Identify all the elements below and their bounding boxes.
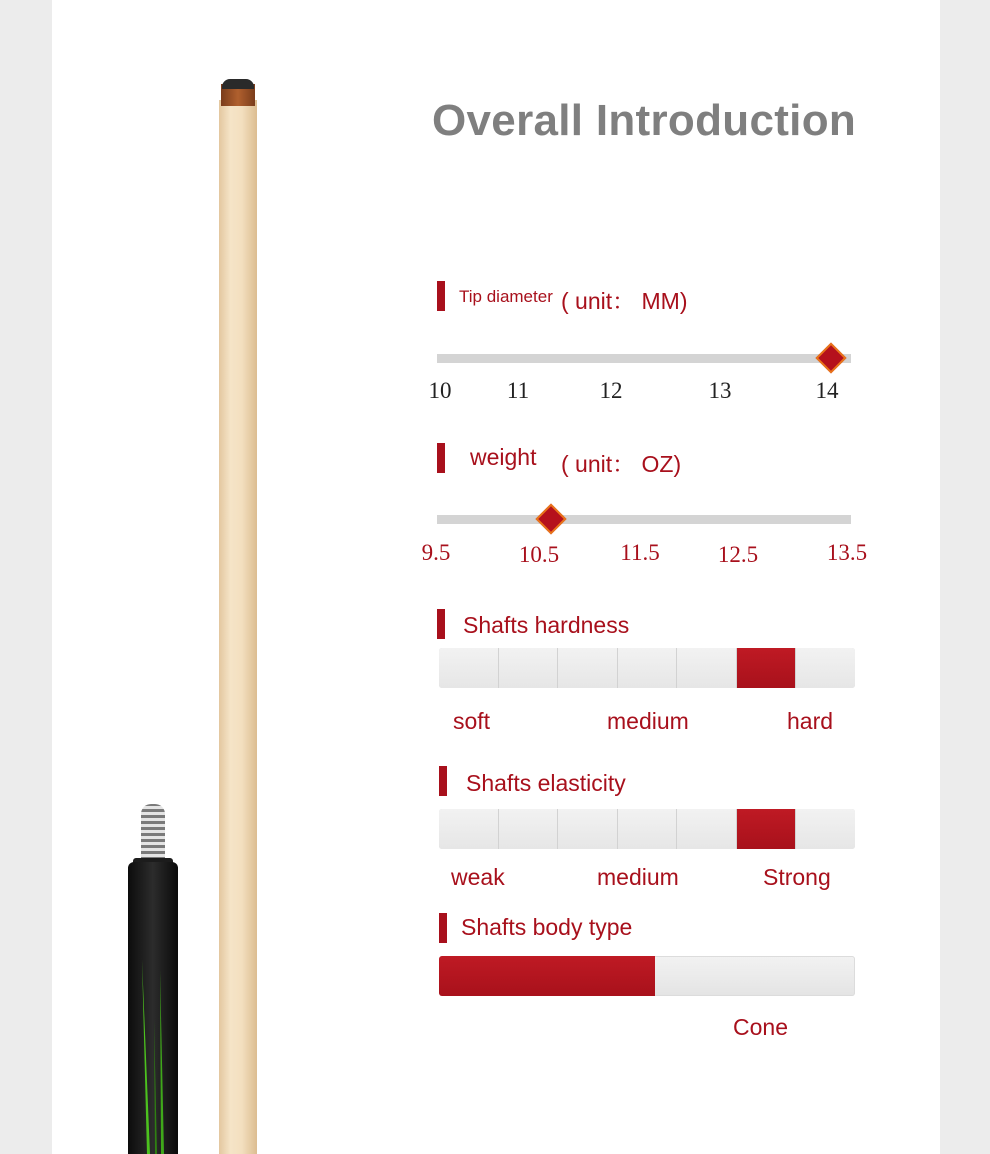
- scale-segment: [618, 809, 678, 849]
- body-type-fill: [439, 956, 655, 996]
- scale-segment: [618, 648, 678, 688]
- scale-segment: [439, 809, 499, 849]
- scale-segment: [558, 648, 618, 688]
- weight-unit: ( unit： OZ): [561, 451, 682, 477]
- scale-segment: [677, 809, 737, 849]
- section-marker: [439, 913, 447, 943]
- elasticity-scale-high: Strong: [763, 864, 831, 890]
- section-marker: [437, 609, 445, 639]
- body-type-label: Shafts body type: [461, 914, 633, 940]
- tick-label: 12: [599, 378, 623, 403]
- tick-label: 11.5: [620, 540, 660, 565]
- body-type-bar: [439, 956, 855, 996]
- hardness-scale-high: hard: [787, 708, 834, 734]
- tip-diameter-unit: ( unit： MM): [561, 288, 688, 314]
- tick-label: 13.5: [826, 540, 868, 565]
- hardness-scale-low: soft: [453, 708, 491, 734]
- section-marker: [437, 281, 445, 311]
- scale-segment-active: [737, 648, 797, 688]
- tick-label: 9.5: [421, 540, 451, 565]
- hardness-label: Shafts hardness: [463, 612, 630, 638]
- body-type-value: Cone: [733, 1014, 788, 1040]
- elasticity-scale-low: weak: [451, 864, 505, 890]
- page-title: Overall Introduction: [432, 96, 857, 145]
- tick-label: 10: [428, 378, 452, 403]
- tick-label: 14: [815, 378, 839, 403]
- scale-segment: [796, 809, 855, 849]
- section-marker: [437, 443, 445, 473]
- scale-segment: [499, 809, 559, 849]
- tick-label: 11: [506, 378, 530, 403]
- scale-segment: [677, 648, 737, 688]
- joint-pin: [141, 804, 165, 860]
- hardness-scale-mid: medium: [607, 708, 689, 734]
- scale-segment: [499, 648, 559, 688]
- cue-tip: [222, 79, 254, 89]
- elasticity-scale-bar: [439, 809, 855, 849]
- tick-label: 13: [708, 378, 732, 403]
- scale-segment: [439, 648, 499, 688]
- maple-shaft: [219, 100, 257, 1154]
- elasticity-scale-mid: medium: [597, 864, 679, 890]
- section-marker: [439, 766, 447, 796]
- scale-segment: [796, 648, 855, 688]
- tick-label: 10.5: [518, 542, 560, 567]
- scale-segment: [558, 809, 618, 849]
- weight-slider-track[interactable]: [437, 515, 851, 524]
- hardness-scale-bar: [439, 648, 855, 688]
- weight-label: weight: [470, 444, 537, 470]
- tip-diameter-label: Tip diameter: [459, 287, 553, 306]
- tip-diameter-slider-track[interactable]: [437, 354, 851, 363]
- elasticity-label: Shafts elasticity: [466, 770, 626, 796]
- scale-segment-active: [737, 809, 797, 849]
- green-inlay-graphic: [128, 960, 178, 1154]
- tick-label: 12.5: [717, 542, 759, 567]
